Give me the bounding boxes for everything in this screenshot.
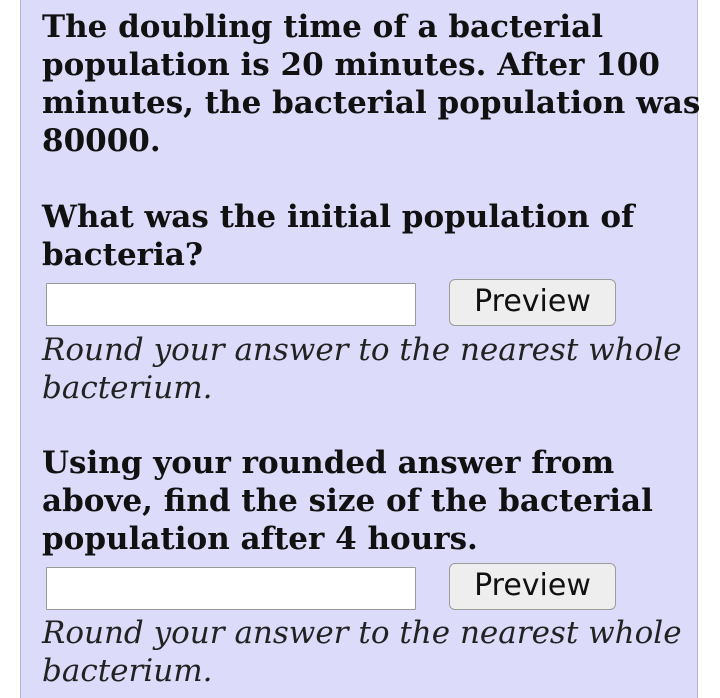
part1-hint-line: bacterium. [42, 370, 213, 406]
part2-prompt-line: above, find the size of the bacterial [42, 483, 653, 519]
part2-hint-line: Round your answer to the nearest whole [42, 615, 682, 651]
part2-hint-line: bacterium. [42, 653, 213, 689]
intro-line: 80000. [42, 123, 161, 159]
part1-hint [42, 331, 682, 407]
part2-preview-button[interactable]: Preview [449, 563, 616, 610]
question-intro [42, 8, 700, 160]
intro-line: The doubling time of a bacterial [42, 9, 603, 45]
part1-hint-line: Round your answer to the nearest whole [42, 332, 682, 368]
part2-prompt [42, 444, 653, 558]
intro-line: minutes, the bacterial population was [42, 85, 701, 121]
question-panel [20, 0, 701, 698]
part1-prompt-line: bacteria? [42, 237, 204, 273]
part2-hint [42, 614, 682, 690]
part2-prompt-line: population after 4 hours. [42, 521, 478, 557]
intro-line: population is 20 minutes. After 100 [42, 47, 660, 83]
part2-answer-input[interactable] [46, 567, 416, 610]
part2-prompt-line: Using your rounded answer from [42, 445, 615, 481]
part1-prompt-line: What was the initial population of [42, 199, 635, 235]
part1-preview-button[interactable]: Preview [449, 279, 616, 326]
part1-answer-input[interactable] [46, 283, 416, 326]
part1-prompt [42, 198, 634, 274]
